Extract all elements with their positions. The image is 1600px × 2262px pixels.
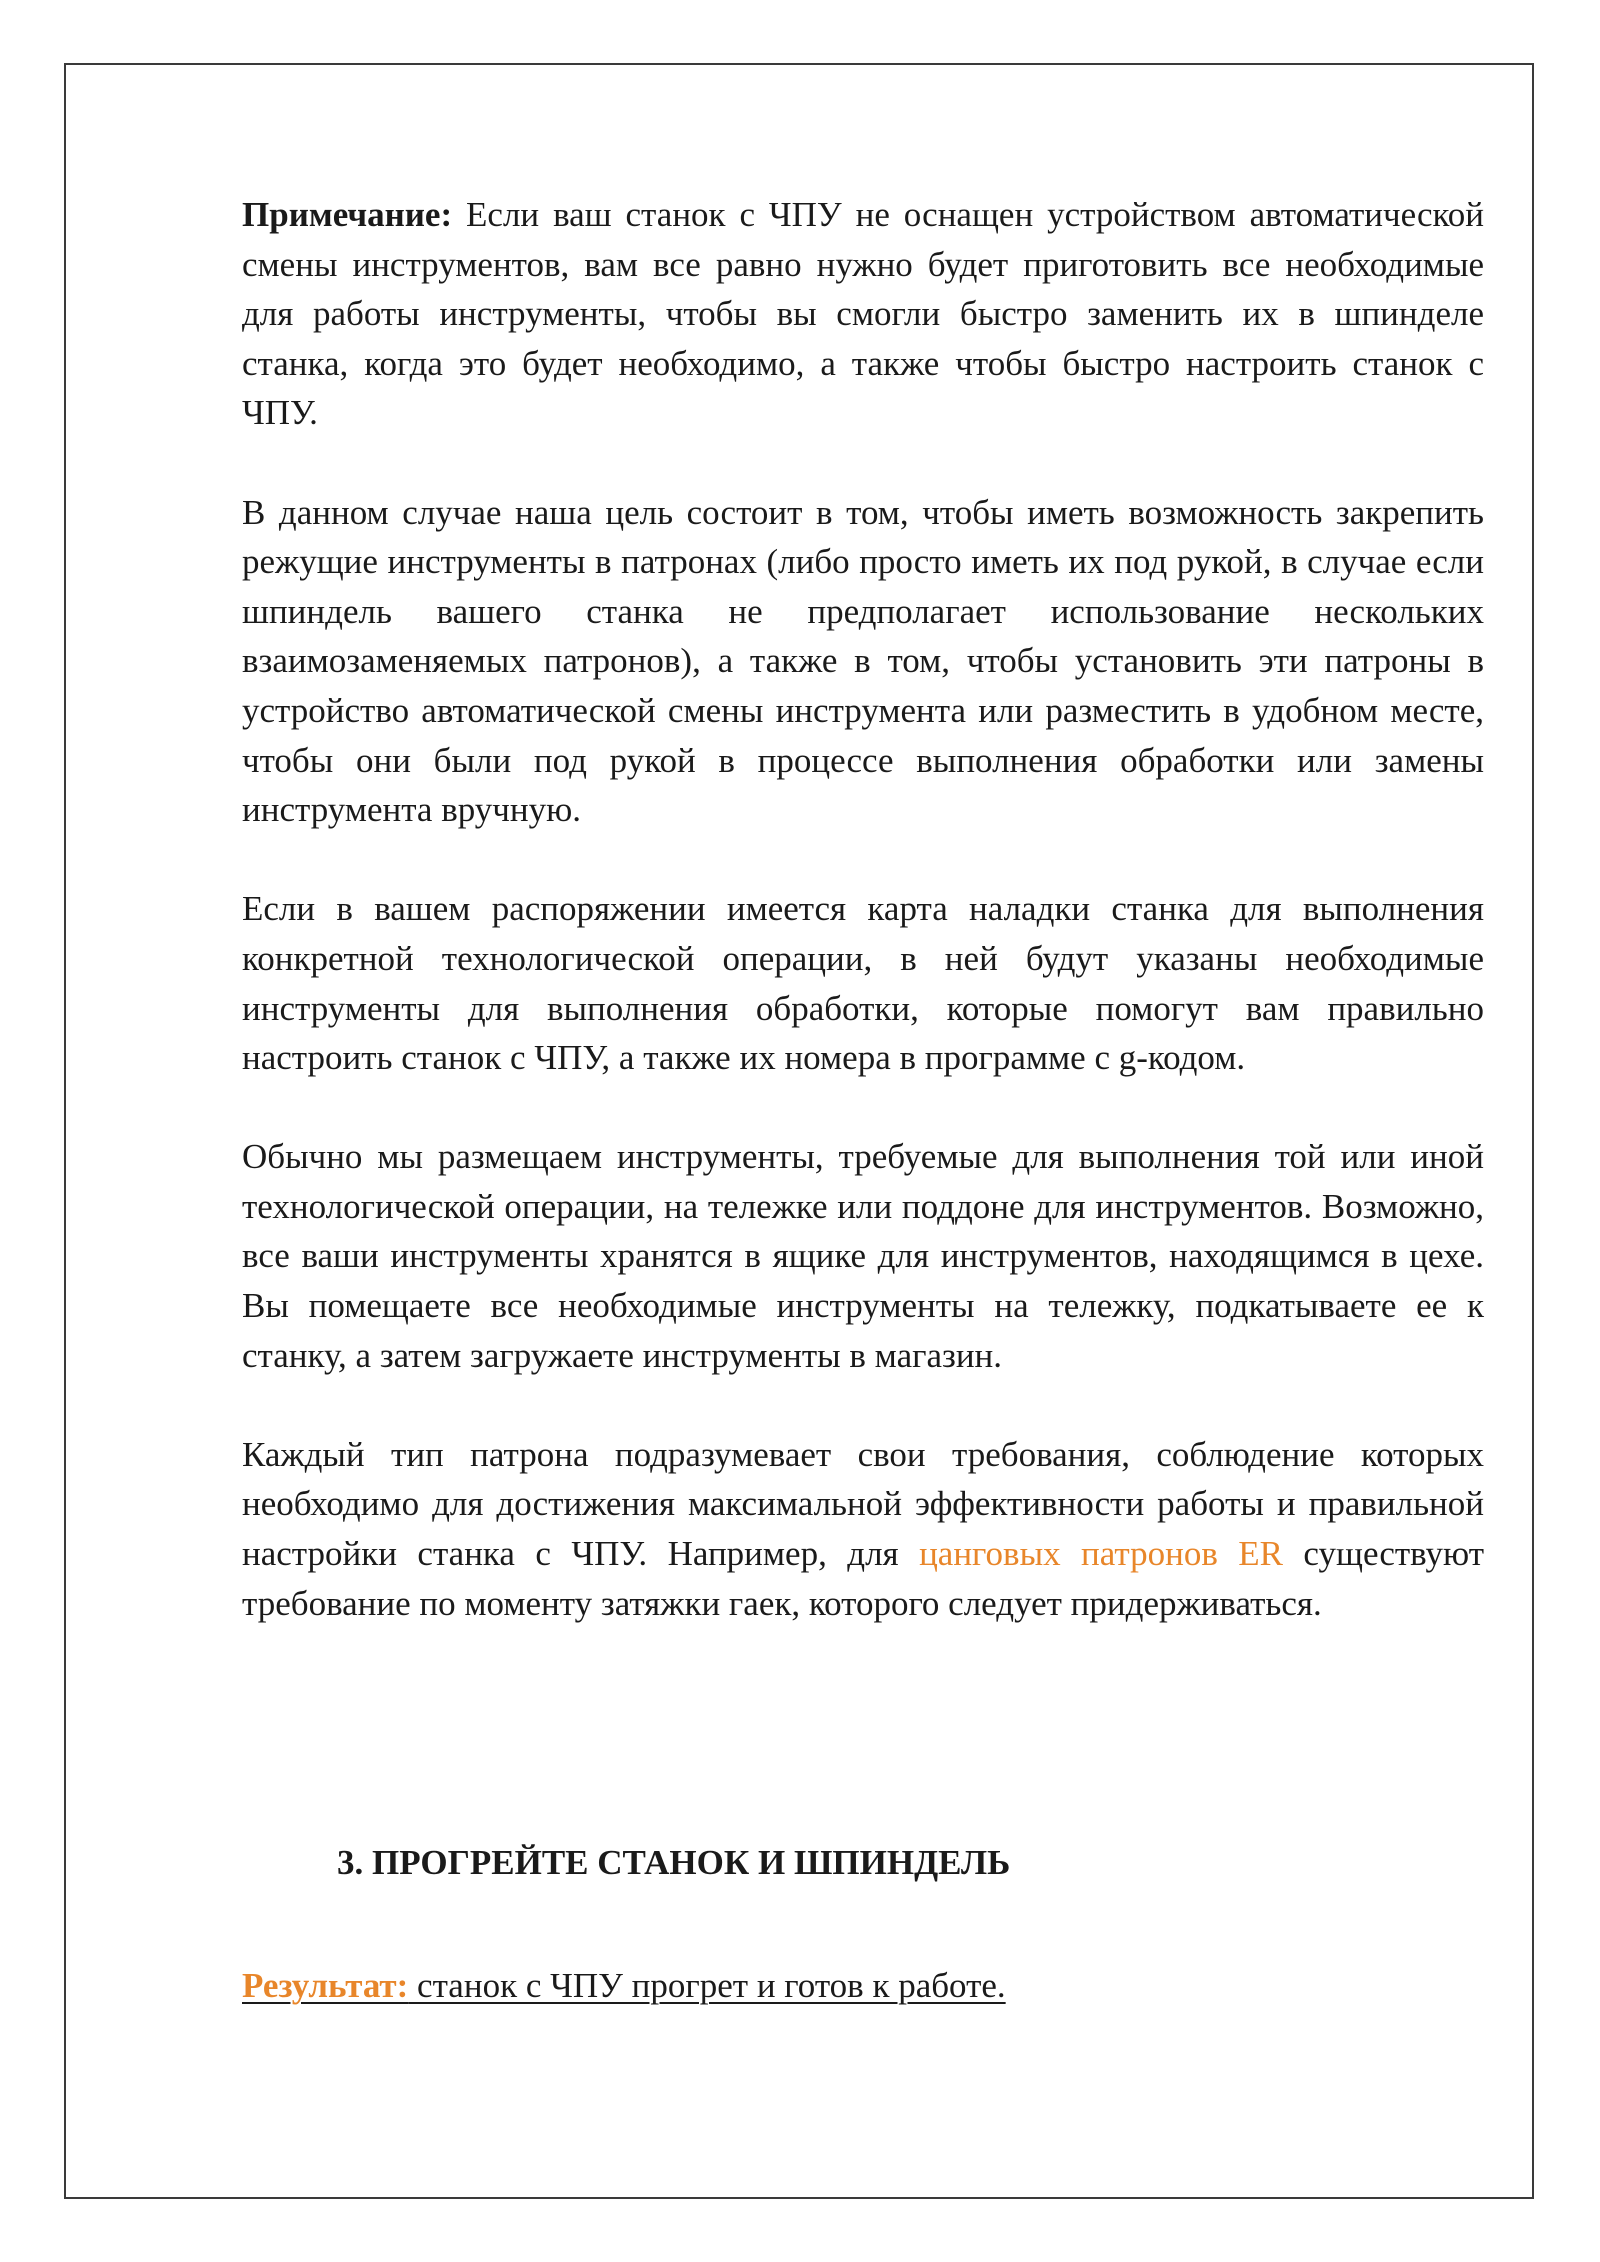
paragraph-chuck-text-after: существуют требование по моменту затяжки гаек, которого следует придерживаться. [242, 1534, 1484, 1623]
paragraph-setup-card: Если в вашем распоряжении имеется карта наладки станка для выполнения конкретной технологической операции, в ней будут указаны необходимые инструменты для выполнения обработки, которые помогут вам правильно настроить станок с ЧПУ, а также их номера в программе с g-кодом. [242, 889, 1484, 1078]
note-label: Примечание: [242, 195, 453, 234]
paragraph-tool-cart: Обычно мы размещаем инструменты, требуемые для выполнения той или иной технологической операции, на тележке или поддоне для инструментов. Возможно, все ваши инструменты хранятся в ящике для инструментов, находящимся в цехе. Вы помещаете все необходимые инструменты на тележку, подкатываете ее к станку, а затем загружаете инструменты в магазин. [242, 1137, 1484, 1375]
paragraph-goal: В данном случае наша цель состоит в том, чтобы иметь возможность закрепить режущие инструменты в патронах (либо просто иметь их под рукой, в случае если шпиндель вашего станка не предполагает использование нескольких взаимозаменяемых патронов), а также в том, чтобы установить эти патроны в устройство автоматической смены инструмента или разместить в удобном месте, чтобы они были под рукой в процессе выполнения обработки или замены инструмента вручную. [242, 492, 1484, 830]
note-text: Если ваш станок с ЧПУ не оснащен устройством автоматической смены инструментов, вам все равно нужно будет приготовить все необходимые для работы инструменты, чтобы вы смогли быстро заменить их в шпинделе станка, когда это будет необходимо, а также чтобы быстро настроить станок с ЧПУ. [242, 195, 1485, 433]
note-paragraph [242, 190, 1484, 438]
paragraph-chuck-requirements [242, 1430, 1484, 1628]
document-body [242, 190, 1484, 1628]
result-line [242, 1961, 1006, 2011]
er-collet-chucks-link[interactable]: цанговых патронов ER [919, 1534, 1283, 1574]
paragraph-chuck-text-before: Каждый тип патрона подразумевает свои требования, соблюдение которых необходимо для достижения максимальной эффективности работы и правильной настройки станка с ЧПУ. Например, для [242, 1434, 1484, 1574]
result-text: станок с ЧПУ прогрет и готов к работе. [408, 1966, 1006, 2005]
section-heading: 3. ПРОГРЕЙТЕ СТАНОК И ШПИНДЕЛЬ [337, 1843, 1011, 1882]
result-label: Результат: [242, 1966, 409, 2005]
